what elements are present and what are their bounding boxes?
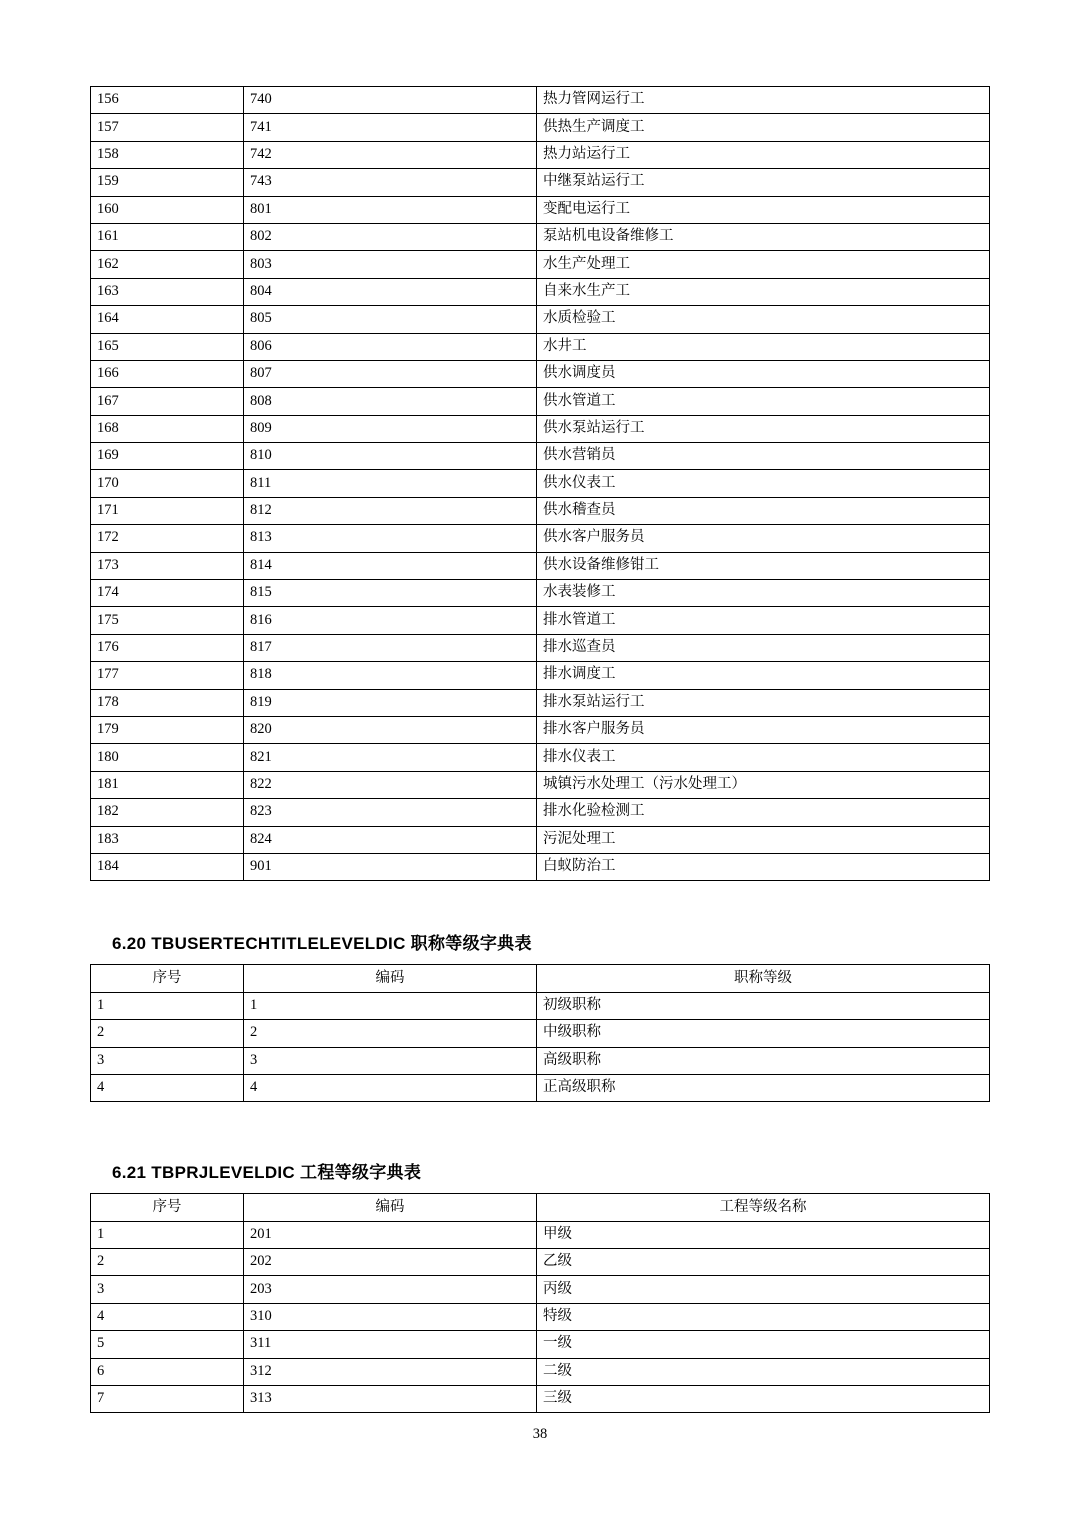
cell-name: 供水管道工 bbox=[537, 388, 990, 415]
cell-index: 184 bbox=[91, 853, 244, 880]
cell-name: 供水仪表工 bbox=[537, 470, 990, 497]
cell-index: 167 bbox=[91, 388, 244, 415]
cell-code: 820 bbox=[244, 716, 537, 743]
cell-name: 排水仪表工 bbox=[537, 744, 990, 771]
table-row bbox=[91, 470, 990, 497]
cell-index: 168 bbox=[91, 415, 244, 442]
table-row bbox=[91, 415, 990, 442]
cell-name: 乙级 bbox=[537, 1249, 990, 1276]
cell-name: 特级 bbox=[537, 1303, 990, 1330]
cell-name: 三级 bbox=[537, 1386, 990, 1413]
cell-code: 805 bbox=[244, 306, 537, 333]
cell-index: 173 bbox=[91, 552, 244, 579]
table-row bbox=[91, 141, 990, 168]
table-row bbox=[91, 196, 990, 223]
cell-code: 311 bbox=[244, 1331, 537, 1358]
cell-code: 313 bbox=[244, 1386, 537, 1413]
cell-index: 5 bbox=[91, 1331, 244, 1358]
section-title-620: 6.20 TBUSERTECHTITLELEVELDIC 职称等级字典表 bbox=[112, 934, 532, 954]
cell-name: 泵站机电设备维修工 bbox=[537, 223, 990, 250]
table-row bbox=[91, 771, 990, 798]
cell-code: 806 bbox=[244, 333, 537, 360]
table-row bbox=[91, 525, 990, 552]
cell-index: 182 bbox=[91, 799, 244, 826]
column-header-index: 序号 bbox=[91, 965, 244, 992]
cell-index: 170 bbox=[91, 470, 244, 497]
cell-index: 180 bbox=[91, 744, 244, 771]
table-row bbox=[91, 662, 990, 689]
cell-code: 823 bbox=[244, 799, 537, 826]
table-row bbox=[91, 716, 990, 743]
table-row bbox=[91, 1074, 990, 1101]
cell-name: 排水泵站运行工 bbox=[537, 689, 990, 716]
project-level-table-head bbox=[91, 1194, 990, 1221]
table-row bbox=[91, 1331, 990, 1358]
cell-index: 174 bbox=[91, 580, 244, 607]
cell-index: 175 bbox=[91, 607, 244, 634]
cell-index: 1 bbox=[91, 992, 244, 1019]
cell-code: 312 bbox=[244, 1358, 537, 1385]
cell-index: 2 bbox=[91, 1020, 244, 1047]
cell-code: 819 bbox=[244, 689, 537, 716]
cell-index: 158 bbox=[91, 141, 244, 168]
cell-code: 804 bbox=[244, 278, 537, 305]
cell-name: 供热生产调度工 bbox=[537, 114, 990, 141]
cell-index: 4 bbox=[91, 1303, 244, 1330]
cell-index: 183 bbox=[91, 826, 244, 853]
tech-title-level-table-body bbox=[91, 992, 990, 1102]
cell-name: 排水管道工 bbox=[537, 607, 990, 634]
cell-code: 803 bbox=[244, 251, 537, 278]
project-level-table bbox=[90, 1193, 990, 1413]
cell-code: 812 bbox=[244, 497, 537, 524]
table-row bbox=[91, 992, 990, 1019]
cell-code: 1 bbox=[244, 992, 537, 1019]
column-header-code: 编码 bbox=[244, 1194, 537, 1221]
cell-index: 1 bbox=[91, 1221, 244, 1248]
column-header-code: 编码 bbox=[244, 965, 537, 992]
cell-name: 二级 bbox=[537, 1358, 990, 1385]
cell-name: 排水客户服务员 bbox=[537, 716, 990, 743]
spacer bbox=[90, 1102, 990, 1158]
cell-code: 813 bbox=[244, 525, 537, 552]
cell-code: 816 bbox=[244, 607, 537, 634]
cell-index: 172 bbox=[91, 525, 244, 552]
cell-index: 4 bbox=[91, 1074, 244, 1101]
cell-index: 181 bbox=[91, 771, 244, 798]
cell-code: 807 bbox=[244, 360, 537, 387]
cell-name: 供水稽查员 bbox=[537, 497, 990, 524]
table-row bbox=[91, 580, 990, 607]
table-row bbox=[91, 1047, 990, 1074]
tech-title-level-table-head bbox=[91, 965, 990, 992]
cell-code: 801 bbox=[244, 196, 537, 223]
cell-index: 156 bbox=[91, 87, 244, 114]
cell-name: 供水泵站运行工 bbox=[537, 415, 990, 442]
cell-code: 811 bbox=[244, 470, 537, 497]
cell-name: 供水设备维修钳工 bbox=[537, 552, 990, 579]
cell-name: 排水调度工 bbox=[537, 662, 990, 689]
cell-code: 2 bbox=[244, 1020, 537, 1047]
cell-name: 水生产处理工 bbox=[537, 251, 990, 278]
cell-index: 165 bbox=[91, 333, 244, 360]
cell-index: 178 bbox=[91, 689, 244, 716]
table-row bbox=[91, 1221, 990, 1248]
cell-name: 水质检验工 bbox=[537, 306, 990, 333]
table-row bbox=[91, 223, 990, 250]
cell-code: 3 bbox=[244, 1047, 537, 1074]
table-row bbox=[91, 114, 990, 141]
table-row bbox=[91, 552, 990, 579]
cell-name: 排水巡查员 bbox=[537, 634, 990, 661]
cell-code: 824 bbox=[244, 826, 537, 853]
cell-index: 176 bbox=[91, 634, 244, 661]
table-row bbox=[91, 87, 990, 114]
table-header-row bbox=[91, 965, 990, 992]
column-header-index: 序号 bbox=[91, 1194, 244, 1221]
table-row bbox=[91, 497, 990, 524]
table-row bbox=[91, 1020, 990, 1047]
cell-code: 741 bbox=[244, 114, 537, 141]
cell-code: 821 bbox=[244, 744, 537, 771]
cell-name: 水井工 bbox=[537, 333, 990, 360]
table-row bbox=[91, 360, 990, 387]
cell-code: 802 bbox=[244, 223, 537, 250]
cell-code: 310 bbox=[244, 1303, 537, 1330]
spacer bbox=[90, 881, 990, 929]
cell-code: 808 bbox=[244, 388, 537, 415]
cell-name: 白蚁防治工 bbox=[537, 853, 990, 880]
cell-name: 排水化验检测工 bbox=[537, 799, 990, 826]
cell-code: 814 bbox=[244, 552, 537, 579]
table-row bbox=[91, 1249, 990, 1276]
cell-index: 3 bbox=[91, 1276, 244, 1303]
table-row bbox=[91, 443, 990, 470]
table-row bbox=[91, 388, 990, 415]
cell-name: 中级职称 bbox=[537, 1020, 990, 1047]
cell-code: 809 bbox=[244, 415, 537, 442]
table-row bbox=[91, 853, 990, 880]
job-code-table-body bbox=[91, 87, 990, 881]
column-header-name: 职称等级 bbox=[537, 965, 990, 992]
table-row bbox=[91, 1303, 990, 1330]
column-header-name: 工程等级名称 bbox=[537, 1194, 990, 1221]
cell-name: 污泥处理工 bbox=[537, 826, 990, 853]
cell-code: 818 bbox=[244, 662, 537, 689]
cell-code: 810 bbox=[244, 443, 537, 470]
cell-name: 供水调度员 bbox=[537, 360, 990, 387]
cell-name: 甲级 bbox=[537, 1221, 990, 1248]
tech-title-level-table-wrapper bbox=[90, 964, 990, 1102]
cell-name: 正高级职称 bbox=[537, 1074, 990, 1101]
cell-code: 817 bbox=[244, 634, 537, 661]
cell-code: 4 bbox=[244, 1074, 537, 1101]
project-level-table-wrapper bbox=[90, 1193, 990, 1413]
table-row bbox=[91, 689, 990, 716]
cell-name: 供水客户服务员 bbox=[537, 525, 990, 552]
table-row bbox=[91, 169, 990, 196]
cell-index: 177 bbox=[91, 662, 244, 689]
cell-code: 743 bbox=[244, 169, 537, 196]
table-row bbox=[91, 826, 990, 853]
cell-index: 164 bbox=[91, 306, 244, 333]
cell-index: 3 bbox=[91, 1047, 244, 1074]
table-row bbox=[91, 634, 990, 661]
cell-name: 供水营销员 bbox=[537, 443, 990, 470]
table-row bbox=[91, 607, 990, 634]
project-level-table-body bbox=[91, 1221, 990, 1413]
cell-index: 7 bbox=[91, 1386, 244, 1413]
section-title-621: 6.21 TBPRJLEVELDIC 工程等级字典表 bbox=[112, 1163, 422, 1183]
cell-name: 一级 bbox=[537, 1331, 990, 1358]
cell-code: 815 bbox=[244, 580, 537, 607]
cell-name: 热力管网运行工 bbox=[537, 87, 990, 114]
cell-name: 自来水生产工 bbox=[537, 278, 990, 305]
cell-index: 162 bbox=[91, 251, 244, 278]
table-row bbox=[91, 744, 990, 771]
job-code-table-wrapper bbox=[90, 86, 990, 881]
cell-name: 高级职称 bbox=[537, 1047, 990, 1074]
cell-index: 2 bbox=[91, 1249, 244, 1276]
cell-name: 中继泵站运行工 bbox=[537, 169, 990, 196]
cell-index: 160 bbox=[91, 196, 244, 223]
cell-index: 6 bbox=[91, 1358, 244, 1385]
cell-index: 169 bbox=[91, 443, 244, 470]
tech-title-level-table bbox=[90, 964, 990, 1102]
table-row bbox=[91, 278, 990, 305]
table-row bbox=[91, 1358, 990, 1385]
cell-code: 203 bbox=[244, 1276, 537, 1303]
page-number: 38 bbox=[532, 1426, 548, 1442]
table-row bbox=[91, 333, 990, 360]
cell-index: 159 bbox=[91, 169, 244, 196]
cell-name: 城镇污水处理工（污水处理工） bbox=[537, 771, 990, 798]
cell-code: 901 bbox=[244, 853, 537, 880]
table-row bbox=[91, 799, 990, 826]
cell-index: 161 bbox=[91, 223, 244, 250]
table-row bbox=[91, 251, 990, 278]
table-header-row bbox=[91, 1194, 990, 1221]
cell-index: 157 bbox=[91, 114, 244, 141]
table-row bbox=[91, 1276, 990, 1303]
job-code-table bbox=[90, 86, 990, 881]
cell-index: 166 bbox=[91, 360, 244, 387]
cell-code: 740 bbox=[244, 87, 537, 114]
cell-name: 水表装修工 bbox=[537, 580, 990, 607]
cell-code: 742 bbox=[244, 141, 537, 168]
cell-name: 热力站运行工 bbox=[537, 141, 990, 168]
cell-index: 163 bbox=[91, 278, 244, 305]
cell-index: 179 bbox=[91, 716, 244, 743]
table-row bbox=[91, 1386, 990, 1413]
cell-name: 变配电运行工 bbox=[537, 196, 990, 223]
table-row bbox=[91, 306, 990, 333]
cell-index: 171 bbox=[91, 497, 244, 524]
cell-code: 201 bbox=[244, 1221, 537, 1248]
cell-name: 初级职称 bbox=[537, 992, 990, 1019]
cell-code: 822 bbox=[244, 771, 537, 798]
cell-code: 202 bbox=[244, 1249, 537, 1276]
cell-name: 丙级 bbox=[537, 1276, 990, 1303]
